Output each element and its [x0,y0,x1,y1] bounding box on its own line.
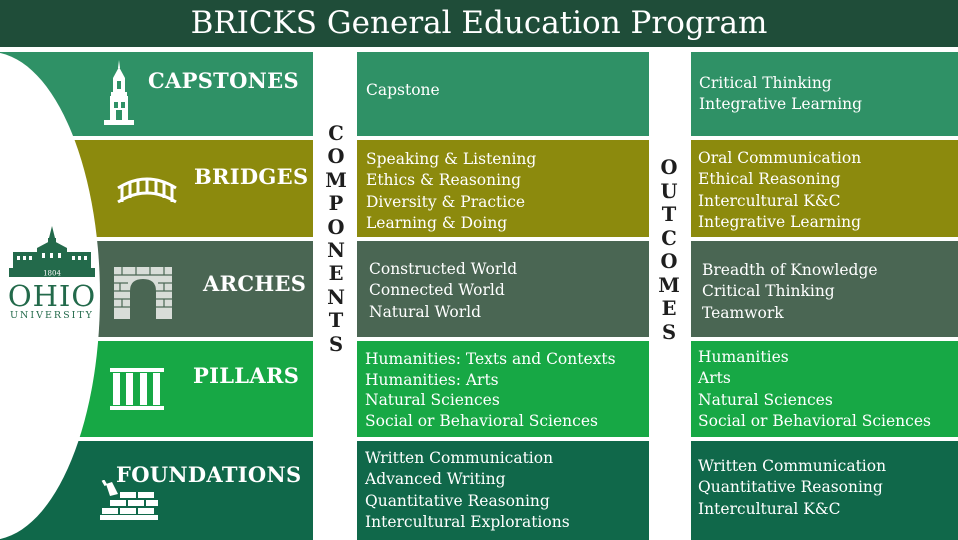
outcome-item: Critical Thinking [702,282,835,301]
page-title: BRICKS General Education Program [0,0,958,47]
component-item: Capstone [366,81,440,99]
outcome-item: Natural Sciences [698,390,833,409]
bridges-components [357,140,649,237]
capstones-outcomes [691,52,958,136]
vertical-letter: E [328,262,344,286]
tier-name-pillars: PILLARS [193,363,300,388]
component-item: Natural Sciences [365,391,500,409]
outcome-item: Quantitative Reasoning [698,478,883,497]
outcome-item: Integrative Learning [699,95,863,114]
outcome-item: Intercultural K&C [698,191,841,210]
outcome-item: Social or Behavioral Sciences [698,411,931,430]
outcome-item: Integrative Learning [698,212,862,231]
outcome-item: Humanities [698,348,789,366]
outcome-item: Oral Communication [698,149,862,167]
component-item: Connected World [369,281,505,300]
vertical-letter: M [658,273,680,297]
outcomes-label [649,156,689,344]
logo-subname: UNIVERSITY [10,310,94,321]
component-item: Intercultural Explorations [365,512,570,531]
outcome-item: Critical Thinking [699,74,832,92]
vertical-letter: O [660,156,678,179]
component-item: Learning & Doing [366,213,508,232]
tier-name-capstones: CAPSTONES [148,68,299,93]
outcome-item: Breadth of Knowledge [702,261,878,279]
college-building-icon [7,224,97,278]
foundations-components [357,441,649,540]
component-item: Diversity & Practice [366,192,526,211]
ohio-university-logo [0,224,104,321]
bridge-icon [116,172,178,208]
vertical-letter: E [661,297,677,320]
arches-components [357,241,649,337]
vertical-letter: S [328,332,344,356]
vertical-letter: O [660,250,678,273]
vertical-letter: S [661,320,677,344]
arches-outcomes [691,241,958,337]
component-item: Natural World [369,302,482,321]
foundations-outcomes [691,441,958,540]
component-item: Humanities: Arts [365,370,499,389]
component-item: Humanities: Texts and Contexts [365,350,616,368]
vertical-letter: M [325,168,347,192]
component-item: Quantitative Reasoning [365,491,550,510]
component-item: Social or Behavioral Sciences [365,411,598,430]
vertical-letter: C [661,226,677,250]
outcome-item: Written Communication [698,457,887,475]
components-label [316,122,356,356]
tier-name-bridges: BRIDGES [194,164,309,189]
pillars-outcomes [691,341,958,437]
vertical-letter: T [661,203,677,226]
component-item: Written Communication [365,449,554,467]
logo-year: 1804 [43,269,61,278]
outcome-item: Teamwork [702,303,784,322]
arch-icon [114,267,172,319]
component-item: Constructed World [369,260,518,278]
vertical-letter: C [328,122,344,145]
component-item: Advanced Writing [365,470,506,489]
outcome-item: Ethical Reasoning [698,170,841,189]
vertical-letter: P [328,192,344,216]
vertical-letter: O [327,215,345,239]
pillars-components [357,341,649,437]
component-item: Speaking & Listening [366,150,537,168]
vertical-letter: U [660,179,678,203]
bridges-outcomes [691,140,958,237]
tower-icon [102,60,136,126]
capstones-components [357,52,649,136]
tier-name-foundations: FOUNDATIONS [116,462,302,487]
tier-name-arches: ARCHES [203,271,307,296]
vertical-letter: T [328,309,344,333]
outcome-item: Intercultural K&C [698,499,841,518]
outcome-item: Arts [698,369,731,388]
vertical-letter: N [327,285,345,309]
pillars-icon [110,368,164,410]
vertical-letter: O [327,145,345,169]
component-item: Ethics & Reasoning [366,171,521,190]
logo-name: OHIO [7,279,97,313]
vertical-letter: N [327,239,345,263]
